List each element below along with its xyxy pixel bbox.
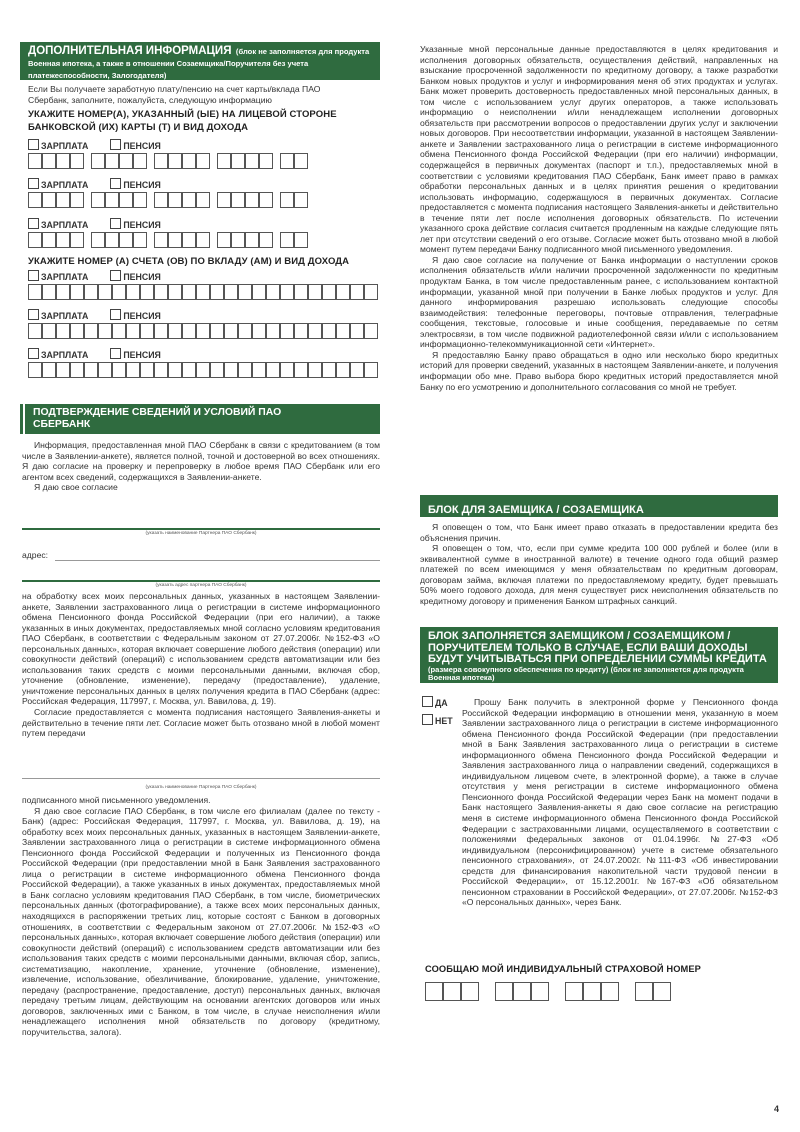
digit-box[interactable]	[280, 232, 294, 248]
digit-box[interactable]	[119, 232, 133, 248]
digit-box[interactable]	[154, 284, 168, 300]
partner-name-line[interactable]	[22, 528, 380, 530]
digit-box[interactable]	[70, 232, 84, 248]
digit-box[interactable]	[280, 284, 294, 300]
digit-box[interactable]	[196, 192, 210, 208]
income-type-row	[28, 218, 161, 230]
digit-box[interactable]	[91, 232, 105, 248]
income-type-row	[28, 270, 161, 282]
digit-box[interactable]	[91, 153, 105, 169]
income-type-row	[28, 139, 161, 151]
yes-option[interactable]	[422, 696, 448, 708]
salary-checkbox[interactable]	[28, 270, 39, 281]
salary-checkbox[interactable]	[28, 139, 39, 150]
digit-box[interactable]	[196, 153, 210, 169]
digit-box[interactable]	[70, 362, 84, 378]
digit-box[interactable]	[182, 284, 196, 300]
salary-checkbox[interactable]	[28, 218, 39, 229]
digit-box[interactable]	[252, 284, 266, 300]
digit-box[interactable]	[42, 284, 56, 300]
pension-checkbox[interactable]	[110, 139, 121, 150]
income-block-title: БЛОК ЗАПОЛНЯЕТСЯ ЗАЕМЩИКОМ / СОЗАЕМЩИКОМ / ПОРУЧИТЕЛЕМ ТОЛЬКО В СЛУЧАЕ, ЕСЛИ ВАШИ ДОХОДЫ БУДУТ УЧИТЫВАТЬСЯ ПРИ ОПРЕДЕЛЕНИИ СУММЫ КРЕДИТА	[428, 630, 767, 666]
digit-box[interactable]	[294, 192, 308, 208]
digit-box[interactable]	[42, 192, 56, 208]
snils-digit-box[interactable]	[443, 982, 461, 1001]
no-label: НЕТ	[435, 716, 453, 726]
digit-box[interactable]	[280, 362, 294, 378]
digit-box[interactable]	[294, 284, 308, 300]
snils-digit-box[interactable]	[653, 982, 671, 1001]
digit-box[interactable]	[182, 362, 196, 378]
confirm-p4: Согласие предоставляется с момента подписания настоящего Заявления-анкеты и действительно в течение пяти лет. Согласие может быть отозвано мной в любой момент путем передачи	[22, 707, 380, 739]
add-info-intro: Если Вы получаете заработную плату/пенсию на счет карты/вклада ПАО Сбербанк, заполните, пожалуйста, следующую информацию	[28, 84, 321, 105]
digit-box[interactable]	[133, 192, 147, 208]
add-info-title: ДОПОЛНИТЕЛЬНАЯ ИНФОРМАЦИЯ	[28, 45, 232, 57]
pension-checkbox[interactable]	[110, 309, 121, 320]
digit-box[interactable]	[294, 323, 308, 339]
digit-box[interactable]	[112, 323, 126, 339]
digit-box[interactable]	[28, 232, 42, 248]
digit-box[interactable]	[105, 232, 119, 248]
address-line-2[interactable]	[22, 580, 380, 582]
caption-partner-address: (указать адрес партнера ПАО Сбербанк)	[155, 583, 247, 588]
add-info-header	[20, 42, 380, 80]
digit-box[interactable]	[42, 362, 56, 378]
salary-label: ЗАРПЛАТА	[41, 311, 89, 321]
digit-box[interactable]	[133, 232, 147, 248]
digit-box[interactable]	[224, 323, 238, 339]
digit-box[interactable]	[231, 153, 245, 169]
digit-box[interactable]	[133, 153, 147, 169]
digit-box[interactable]	[112, 284, 126, 300]
digit-box[interactable]	[238, 284, 252, 300]
digit-box[interactable]	[98, 284, 112, 300]
snils-digit-box[interactable]	[425, 982, 443, 1001]
pension-checkbox[interactable]	[110, 178, 121, 189]
digit-box[interactable]	[217, 192, 231, 208]
account-number-boxes[interactable]	[28, 323, 388, 342]
digit-box[interactable]	[308, 284, 322, 300]
digit-box[interactable]	[126, 284, 140, 300]
digit-box[interactable]	[336, 323, 350, 339]
digit-box[interactable]	[259, 232, 273, 248]
digit-box[interactable]	[364, 284, 378, 300]
digit-box[interactable]	[154, 323, 168, 339]
digit-box[interactable]	[56, 232, 70, 248]
digit-box[interactable]	[245, 153, 259, 169]
digit-box[interactable]	[350, 284, 364, 300]
yes-checkbox[interactable]	[422, 696, 433, 707]
right-p1: Указанные мной персональные данные предоставляются в целях кредитования и исполнения договорных обязательств, осуществления действий, направленных на взыскание просроченной задолженности по кредитному договору, а также разработки Банком новых продуктов и услуг и информирования меня об этих продуктах и услугах. Банк может проверить достоверность предоставленных мной персональных данных, в том числе с использованием услуг других операторов, а также использовать информацию о неисполнении и/или ненадлежащем исполнении договорных обязательств при рассмотрении вопросов о предоставлении других услуг и заключении новых договоров. При несоответствии информации, указанной в настоящем Заявлении-анкете и Заявлении застрахованного лица о регистрации в системе информационного обмена Пенсионного фонда Российской Федерации (при его наличии) информации, содержащейся в первичных документах (паспорт и т.п.), предоставляемых мной в соответствии с условиями кредитования ПАО Сбербанк, Банк имеет право в рамках обработки персональных данных и в целях принятия решения о кредитовании использовать информацию, содержащуюся в первичных документах. Согласие предоставляется с момента подписания настоящего Заявления-анкеты и действительно в течение пяти лет после исполнения договорных обязательств. По истечении указанного срока действие согласия считается продленным на каждые следующие пять лет при отсутствии сведений о его отзыве. Согласие может быть отозвано мной в любой момент путем передачи Банку подписанного мной письменного уведомления.	[420, 44, 778, 255]
account-number-boxes[interactable]	[28, 284, 388, 303]
confirm-p2: Я даю свое согласие	[34, 482, 118, 493]
digit-box[interactable]	[70, 192, 84, 208]
snils-boxes[interactable]	[425, 982, 705, 1001]
digit-box[interactable]	[168, 323, 182, 339]
digit-box[interactable]	[322, 323, 336, 339]
digit-box[interactable]	[168, 153, 182, 169]
right-p2: Я даю свое согласие на получение от Банка информации о наступлении сроков исполнения обязательств и/или наличии просроченной задолженности по кредитным продуктам Банка, в том числе предоставленным ранее, с использованием контактной информации, указанной мной при получении в Банке любых продуктов и услуг. Для данного информирования разрешаю использовать следующие способы взаимодействия: телефонные переговоры, почтовые отправления, телеграфные сообщения, текстовые, голосовые и иные сообщения, передаваемые по сетям электросвязи, в том числе подвижной радиотелефонной связи и/или с использованием информационно-телекоммуникационной сети «Интернет».	[420, 254, 778, 350]
digit-box[interactable]	[140, 362, 154, 378]
digit-box[interactable]	[196, 323, 210, 339]
digit-box[interactable]	[364, 362, 378, 378]
digit-box[interactable]	[140, 323, 154, 339]
income-block-note: (размера совокупного обеспечения по кредиту) (блок не заполняется для продукта Военная ипотека)	[428, 664, 744, 683]
confirm-p3: на обработку всех моих персональных данных, указанных в настоящем Заявлении-анкете, Заявлении застрахованного лица о регистрации в системе информационного обмена Пенсионного фонда Российской Федерации (при его наличии), а также указанных в иных документах, предоставляемых мной согласно условиям кредитования ПАО Сбербанк, в соответствии с Федеральным законом от 27.07.2006г. №152-ФЗ «О персональных данных», которая включает совершение любого действия (операции) или совокупности действий (операций) с использованием средств автоматизации или без использования таких средств с моими персональными данными, включая сбор, уточнение (обновление, изменение), передачу (предоставление), удаление, уничтожение персональных данных в целях получения кредита в ПАО Сбербанк (адрес: Российская Федерация, 117997, г. Москва, ул. Вавилова, д. 19).	[22, 591, 380, 707]
digit-box[interactable]	[308, 323, 322, 339]
digit-box[interactable]	[56, 284, 70, 300]
card-number-heading: УКАЖИТЕ НОМЕР(А), УКАЗАННЫЙ (ЫЕ) НА ЛИЦЕВОЙ СТОРОНЕ БАНКОВСКОЙ (ИХ) КАРТЫ (Т) И ВИД ДОХОДА	[28, 109, 337, 133]
digit-box[interactable]	[336, 362, 350, 378]
digit-box[interactable]	[154, 362, 168, 378]
digit-box[interactable]	[42, 232, 56, 248]
snils-digit-box[interactable]	[583, 982, 601, 1001]
digit-box[interactable]	[322, 284, 336, 300]
digit-box[interactable]	[84, 362, 98, 378]
digit-box[interactable]	[28, 323, 42, 339]
digit-box[interactable]	[196, 284, 210, 300]
income-type-row	[28, 348, 161, 360]
digit-box[interactable]	[28, 153, 42, 169]
digit-box[interactable]	[308, 362, 322, 378]
snils-digit-box[interactable]	[565, 982, 583, 1001]
account-number-boxes[interactable]	[28, 362, 388, 381]
digit-box[interactable]	[119, 153, 133, 169]
pension-label: ПЕНСИЯ	[123, 220, 161, 230]
address-label: адрес:	[22, 550, 49, 560]
digit-box[interactable]	[28, 362, 42, 378]
pension-label: ПЕНСИЯ	[123, 311, 161, 321]
digit-box[interactable]	[28, 284, 42, 300]
account-number-heading: УКАЖИТЕ НОМЕР (А) СЧЕТА (ОВ) ПО ВКЛАДУ (АМ) И ВИД ДОХОДА	[28, 256, 350, 267]
snils-digit-box[interactable]	[495, 982, 513, 1001]
digit-box[interactable]	[266, 362, 280, 378]
digit-box[interactable]	[140, 284, 154, 300]
digit-box[interactable]	[168, 192, 182, 208]
digit-box[interactable]	[350, 362, 364, 378]
digit-box[interactable]	[168, 284, 182, 300]
digit-box[interactable]	[231, 232, 245, 248]
digit-box[interactable]	[350, 323, 364, 339]
digit-box[interactable]	[168, 362, 182, 378]
digit-box[interactable]	[70, 153, 84, 169]
income-type-row	[28, 309, 161, 321]
borrower-header	[420, 495, 778, 517]
digit-box[interactable]	[126, 323, 140, 339]
digit-box[interactable]	[259, 192, 273, 208]
digit-box[interactable]	[322, 362, 336, 378]
salary-label: ЗАРПЛАТА	[41, 220, 89, 230]
salary-checkbox[interactable]	[28, 309, 39, 320]
pfr-consent-text	[462, 697, 778, 908]
digit-box[interactable]	[42, 153, 56, 169]
digit-box[interactable]	[266, 323, 280, 339]
digit-box[interactable]	[56, 362, 70, 378]
digit-box[interactable]	[252, 323, 266, 339]
yes-label: ДА	[435, 698, 448, 708]
digit-box[interactable]	[259, 153, 273, 169]
page-number: 4	[774, 1104, 780, 1114]
salary-label: ЗАРПЛАТА	[41, 180, 89, 190]
digit-box[interactable]	[217, 232, 231, 248]
digit-box[interactable]	[98, 323, 112, 339]
digit-box[interactable]	[238, 323, 252, 339]
pension-checkbox[interactable]	[110, 270, 121, 281]
salary-label: ЗАРПЛАТА	[41, 272, 89, 282]
snils-digit-box[interactable]	[635, 982, 653, 1001]
digit-box[interactable]	[84, 284, 98, 300]
borrower-text	[420, 522, 778, 606]
pfr-consent-p: Прошу Банк получить в электронной форме у Пенсионного фонда Российской Федерации информацию в отношении меня, указанную в моем Заявлении застрахованного лица о регистрации в системе информационного обмена Пенсионного фонда Российской Федерации (при предоставлении мной в Банк Заявления застрахованного лица о регистрации в системе информационного обмена Пенсионного фонда Российской Федерации и Заявления застрахованного лица о направлении сведений, содержащихся в индивидуальном лицевом счете, в электронной форме), а также в случае отсутствия у меня регистрации в системе информационного обмена Пенсионного фонда Российской Федерации через Банк на момент подачи в Банк настоящего Заявления-анкеты я даю свое согласие на регистрацию меня в системе информационного обмена Пенсионного фонда Российской Федерации с застрахованными лицами, осуществляемого в соответствии с положениями федеральных законов от 01.04.1996г. №27-ФЗ «Об индивидуальном (персонифицированном) учете в системе обязательного пенсионного страхования», от 24.07.2002г. №111-ФЗ «Об инвестировании средств для финансирования накопительной части трудовой пенсии в Российской Федерации», от 15.12.2001г. №167-ФЗ «Об обязательном пенсионном страховании в Российской Федерации», от 27.07.2006г. №152-ФЗ «О персональных данных», через Банк.	[462, 697, 778, 908]
digit-box[interactable]	[182, 153, 196, 169]
digit-box[interactable]	[238, 362, 252, 378]
caption-partner-name-2: (указать наименование Партнера ПАО Сбербанк)	[145, 785, 257, 790]
card-number-boxes[interactable]	[28, 153, 388, 172]
salary-checkbox[interactable]	[28, 178, 39, 189]
digit-box[interactable]	[98, 362, 112, 378]
digit-box[interactable]	[182, 232, 196, 248]
digit-box[interactable]	[105, 153, 119, 169]
confirm-header	[25, 404, 380, 434]
digit-box[interactable]	[168, 232, 182, 248]
digit-box[interactable]	[42, 323, 56, 339]
digit-box[interactable]	[28, 192, 42, 208]
right-consent-text	[420, 44, 778, 392]
snils-heading: СООБЩАЮ МОЙ ИНДИВИДУАЛЬНЫЙ СТРАХОВОЙ НОМЕР	[425, 964, 701, 974]
pension-checkbox[interactable]	[110, 348, 121, 359]
digit-box[interactable]	[231, 192, 245, 208]
digit-box[interactable]	[112, 362, 126, 378]
digit-box[interactable]	[182, 192, 196, 208]
digit-box[interactable]	[294, 232, 308, 248]
digit-box[interactable]	[252, 362, 266, 378]
pension-label: ПЕНСИЯ	[123, 350, 161, 360]
digit-box[interactable]	[70, 323, 84, 339]
borrower-p1: Я оповещен о том, что Банк имеет право отказать в предоставлении кредита без объяснения причин.	[420, 522, 778, 543]
digit-box[interactable]	[294, 362, 308, 378]
confirm-p5: подписанного мной письменного уведомления.	[22, 795, 211, 805]
right-p3: Я предоставляю Банку право обращаться в одно или несколько бюро кредитных историй для проверки сведений, указанных в настоящем Заявлении-анкете, и получения информации обо мне. Право выбора бюро кредитных историй предоставляется мной Банку по его усмотрению и дополнительного согласования со мной не требует.	[420, 349, 778, 392]
pension-label: ПЕНСИЯ	[123, 180, 161, 190]
digit-box[interactable]	[154, 232, 168, 248]
borrower-p2: Я оповещен о том, что, если при сумме кредита 100 000 рублей и более (или в эквивалентной сумме в иностранной валюте) в течение одного года общий размер платежей по всем имеющимся у меня обязательствам по кредитным договорам, договорам займа, включая платежи по предоставляемому кредиту, будет превышать 50% моего годового дохода, для меня существует риск неисполнения обязательств по кредитному договору и применения Банком штрафных санкций.	[420, 543, 778, 606]
snils-digit-box[interactable]	[513, 982, 531, 1001]
card-number-boxes[interactable]	[28, 192, 388, 211]
digit-box[interactable]	[210, 323, 224, 339]
salary-label: ЗАРПЛАТА	[41, 350, 89, 360]
digit-box[interactable]	[336, 284, 350, 300]
digit-box[interactable]	[280, 192, 294, 208]
snils-digit-box[interactable]	[531, 982, 549, 1001]
address-line[interactable]	[55, 560, 380, 561]
digit-box[interactable]	[154, 192, 168, 208]
digit-box[interactable]	[280, 153, 294, 169]
digit-box[interactable]	[56, 323, 70, 339]
partner-name-line-2[interactable]	[22, 778, 380, 779]
income-block-header	[420, 627, 778, 683]
confirm-p6: Я даю свое согласие ПАО Сбербанк, в том числе его филиалам (далее по тексту - Банк) (адрес: Российская Федерация, 117997, г. Москва, ул. Вавилова, д. 19), на обработку всех моих персональных данных, указанных в настоящем Заявлении-анкете, Заявлении застрахованного лица о регистрации в системе информационного обмена Пенсионного фонда Российской Федерации и полученных из Пенсионного фонда Российской Федерации (при предоставлении мной в Банк Заявления застрахованного лица о регистрации в системе информационного обмена Пенсионного фонда Российской Федерации), а также указанных в иных документах, предоставляемых мной в Банк согласно условиям кредитования ПАО Сбербанк, в том числе, биометрических персональных данных (фотографирование), а также всех моих персональных данных, находящихся в распоряжении третьих лиц, которые состоят с Банком в договорных отношениях, в соответствии с Федеральным законом от 27.07.2006г. №152-ФЗ «О персональных данных», которая включает совершение любого действия (операции) или совокупности действий (операций) с использованием средств автоматизации или без использования таких средств с моими персональными данными, включая сбор, запись, систематизацию, накопление, хранение, уточнение (обновление, изменение), извлечение, использование, обезличивание, блокирование, удаление, уничтожение, передачу (распространение, предоставление, доступ) персональных данных, включая передачу третьим лицам, действующим на основании агентских договоров или иных договоров, заключенных ими с Банком, в том числе, в случае неисполнения и/или ненадлежащего исполнения мной обязательств по договору (кредитному, поручительства, залога).	[22, 805, 380, 1038]
digit-box[interactable]	[266, 284, 280, 300]
digit-box[interactable]	[126, 362, 140, 378]
digit-box[interactable]	[210, 284, 224, 300]
no-checkbox[interactable]	[422, 714, 433, 725]
confirm-paragraph-2	[22, 591, 380, 739]
caption-partner-name: (указать наименование Партнера ПАО Сбербанк)	[145, 531, 257, 536]
card-number-boxes[interactable]	[28, 232, 388, 251]
digit-box[interactable]	[84, 323, 98, 339]
digit-box[interactable]	[154, 153, 168, 169]
digit-box[interactable]	[245, 192, 259, 208]
pension-label: ПЕНСИЯ	[123, 272, 161, 282]
confirm-p1: Информация, предоставленная мной ПАО Сбербанк в связи с кредитованием (в том числе в Заявлении-анкете), является полной, точной и достоверной во всех отношениях. Я даю согласие на проверку и перепроверку в любое время ПАО Сбербанк или его агентом всех сведений, содержащихся в Заявлении-анкете.	[22, 440, 380, 482]
digit-box[interactable]	[196, 232, 210, 248]
digit-box[interactable]	[70, 284, 84, 300]
digit-box[interactable]	[105, 192, 119, 208]
digit-box[interactable]	[56, 192, 70, 208]
digit-box[interactable]	[224, 362, 238, 378]
pension-checkbox[interactable]	[110, 218, 121, 229]
digit-box[interactable]	[364, 323, 378, 339]
confirm-title: ПОДТВЕРЖДЕНИЕ СВЕДЕНИЙ И УСЛОВИЙ ПАО СБЕРБАНК	[33, 407, 282, 430]
pension-label: ПЕНСИЯ	[123, 141, 161, 151]
digit-box[interactable]	[91, 192, 105, 208]
snils-digit-box[interactable]	[601, 982, 619, 1001]
add-info-note: (блок не заполняется для продукта Военная ипотека, а также в отношении Созаемщика/Поручителя без учета платежеспособности, Залогодателя)	[28, 47, 370, 80]
digit-box[interactable]	[210, 362, 224, 378]
digit-box[interactable]	[217, 153, 231, 169]
snils-digit-box[interactable]	[461, 982, 479, 1001]
borrower-title: БЛОК ДЛЯ ЗАЕМЩИКА / СОЗАЕМЩИКА	[428, 504, 644, 516]
digit-box[interactable]	[280, 323, 294, 339]
income-type-row	[28, 178, 161, 190]
digit-box[interactable]	[182, 323, 196, 339]
confirm-paragraph-1	[22, 440, 380, 493]
salary-label: ЗАРПЛАТА	[41, 141, 89, 151]
digit-box[interactable]	[119, 192, 133, 208]
no-option[interactable]	[422, 714, 453, 726]
digit-box[interactable]	[224, 284, 238, 300]
digit-box[interactable]	[294, 153, 308, 169]
digit-box[interactable]	[56, 153, 70, 169]
digit-box[interactable]	[196, 362, 210, 378]
confirm-paragraph-3	[22, 795, 380, 1038]
salary-checkbox[interactable]	[28, 348, 39, 359]
digit-box[interactable]	[245, 232, 259, 248]
